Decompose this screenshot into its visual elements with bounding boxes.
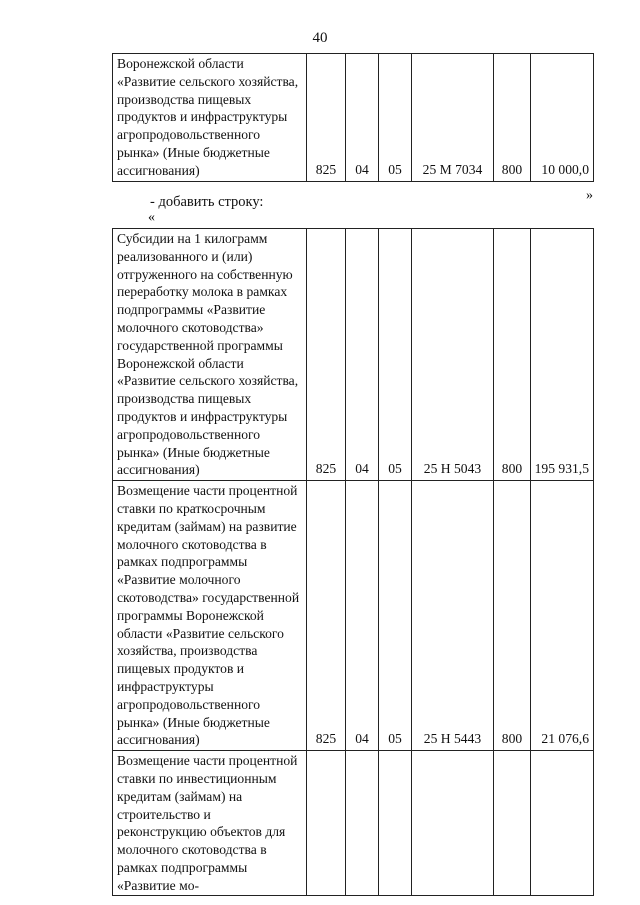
table-row xyxy=(113,481,594,751)
cell-gr: 825 xyxy=(307,481,346,751)
page-number: 40 xyxy=(312,30,328,46)
row-description: Возмещение части процентной ставки по инвестиционным кредитам (займам) на строительство и реконструкцию объектов для молочного скотоводства в рамках подпрограммы «Развитие мо- xyxy=(113,751,307,896)
row-description: Воронежской области «Развитие сельского хозяйства, производства пищевых продуктов и инфраструктуры агропродовольственного рынка» (Иные бюджетные ассигнования) xyxy=(113,54,307,182)
cell-csr: 25 Н 5043 xyxy=(412,229,494,481)
budget-table-added xyxy=(112,228,594,896)
table-row xyxy=(113,229,594,481)
closing-quote: » xyxy=(586,188,593,203)
cell-amount: 195 931,5 xyxy=(531,229,594,481)
cell-amount: 21 076,6 xyxy=(531,481,594,751)
cell-pr: 05 xyxy=(379,229,412,481)
cell-vr: 800 xyxy=(494,229,531,481)
cell-pr: 05 xyxy=(379,54,412,182)
row-description: Субсидии на 1 килограмм реализованного и (или) отгруженного на собственную переработку молока в рамках подпрограммы «Развитие молочного скотоводства» государственной программы Воронежской области «Развитие сельского хозяйства, производства пищевых продуктов и инфраструктуры агропродовольственного рынка» (Иные бюджетные ассигнования) xyxy=(113,229,307,481)
table-row xyxy=(113,751,594,896)
cell-pr xyxy=(379,751,412,896)
cell-gr: 825 xyxy=(307,54,346,182)
cell-vr: 800 xyxy=(494,481,531,751)
table-row xyxy=(113,54,594,182)
budget-table-top xyxy=(112,53,594,182)
cell-rz xyxy=(346,751,379,896)
cell-vr xyxy=(494,751,531,896)
cell-csr: 25 М 7034 xyxy=(412,54,494,182)
cell-gr xyxy=(307,751,346,896)
add-row-instruction: - добавить строку: xyxy=(150,194,264,210)
cell-csr: 25 Н 5443 xyxy=(412,481,494,751)
cell-rz: 04 xyxy=(346,229,379,481)
cell-rz: 04 xyxy=(346,54,379,182)
row-description: Возмещение части процентной ставки по краткосрочным кредитам (займам) на развитие молочного скотоводства в рамках подпрограммы «Развитие молочного скотоводства» государственной программы Воронежской области «Развитие сельского хозяйства, производства пищевых продуктов и инфраструктуры агропродовольственного рынка» (Иные бюджетные ассигнования) xyxy=(113,481,307,751)
cell-gr: 825 xyxy=(307,229,346,481)
cell-csr xyxy=(412,751,494,896)
opening-quote: « xyxy=(148,210,155,225)
cell-rz: 04 xyxy=(346,481,379,751)
cell-amount: 10 000,0 xyxy=(531,54,594,182)
cell-vr: 800 xyxy=(494,54,531,182)
cell-amount xyxy=(531,751,594,896)
cell-pr: 05 xyxy=(379,481,412,751)
